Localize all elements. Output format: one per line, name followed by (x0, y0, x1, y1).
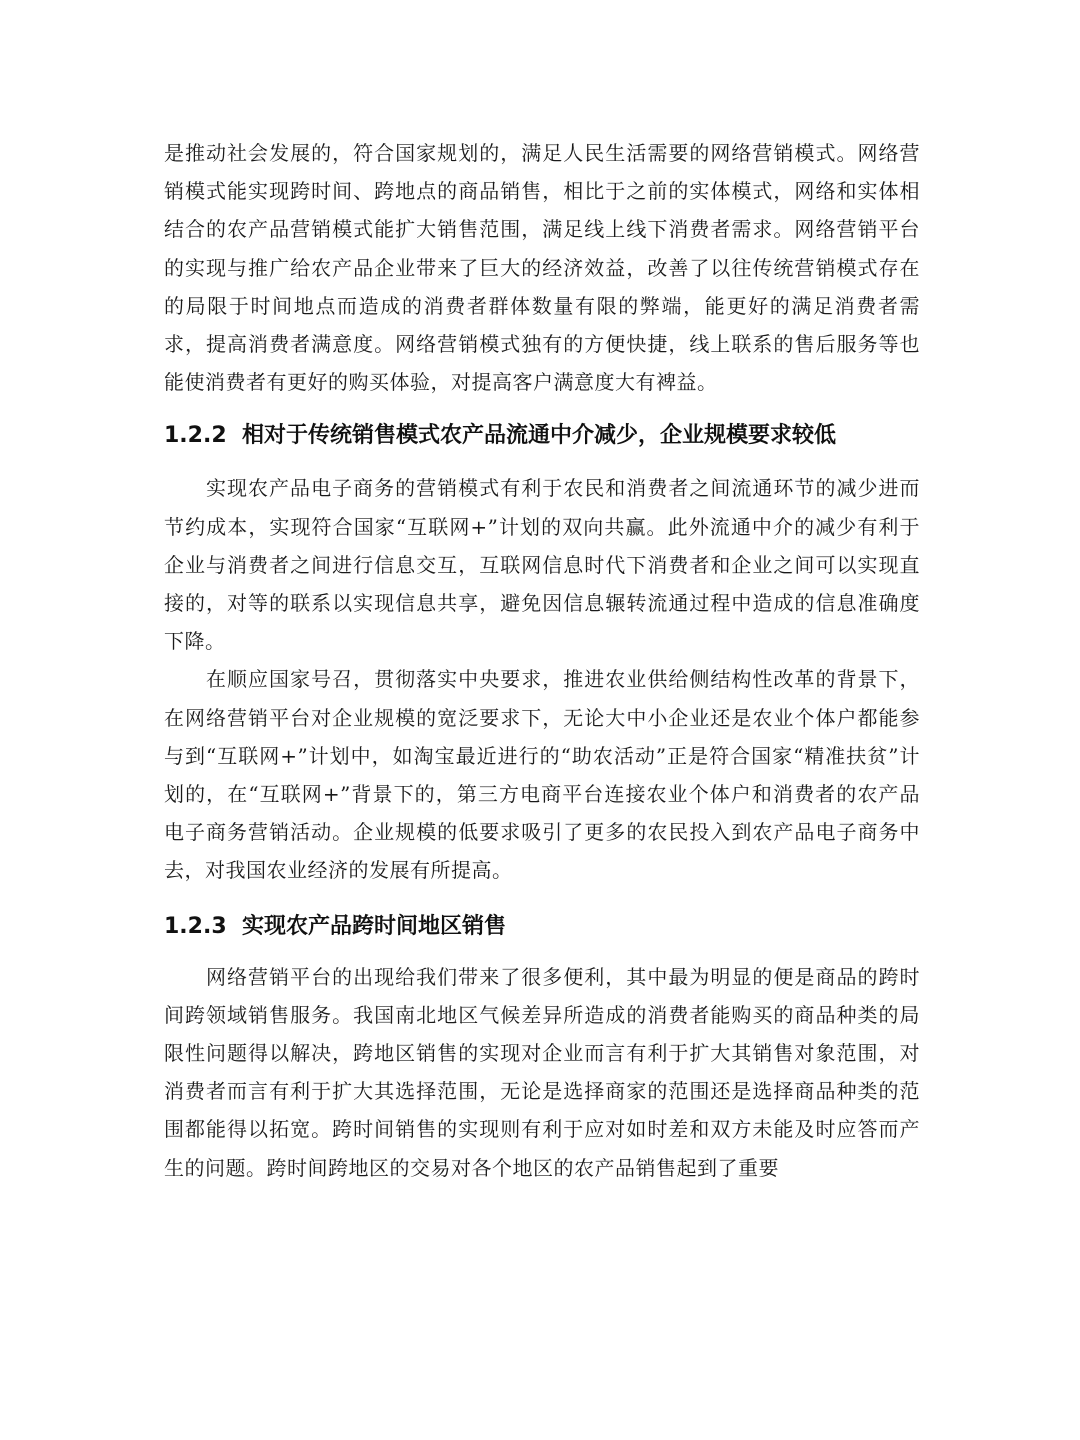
section-heading-1-2-3 (164, 912, 920, 942)
section-number: 1.2.3 (164, 913, 227, 939)
document-body (164, 134, 920, 1187)
section-title: 实现农产品跨时间地区销售 (242, 913, 507, 939)
section-1-2-2-paragraph-1: 实现农产品电子商务的营销模式有利于农民和消费者之间流通环节的减少进而节约成本，实现符合国家“互联网+”计划的双向共赢。此外流通中介的减少有利于企业与消费者之间进行信息交互，互联网信息时代下消费者和企业之间可以实现直接的，对等的联系以实现信息共享，避免因信息辗转流通过程中造成的信息准确度下降。 (164, 476, 920, 654)
intro-paragraph: 是推动社会发展的，符合国家规划的，满足人民生活需要的网络营销模式。网络营销模式能实现跨时间、跨地点的商品销售，相比于之前的实体模式，网络和实体相结合的农产品营销模式能扩大销售范围，满足线上线下消费者需求。网络营销平台的实现与推广给农产品企业带来了巨大的经济效益，改善了以往传统营销模式存在的局限于时间地点而造成的消费者群体数量有限的弊端，能更好的满足消费者需求，提高消费者满意度。网络营销模式独有的方便快捷，线上联系的售后服务等也能使消费者有更好的购买体验，对提高客户满意度大有裨益。 (164, 141, 920, 395)
section-1-2-3-paragraph-1: 网络营销平台的出现给我们带来了很多便利，其中最为明显的便是商品的跨时间跨领域销售服务。我国南北地区气候差异所造成的消费者能购买的商品种类的局限性问题得以解决，跨地区销售的实现对企业而言有利于扩大其销售对象范围，对消费者而言有利于扩大其选择范围，无论是选择商家的范围还是选择商品种类的范围都能得以拓宽。跨时间销售的实现则有利于应对如时差和双方未能及时应答而产生的问题。跨时间跨地区的交易对各个地区的农产品销售起到了重要 (164, 964, 920, 1180)
section-heading-1-2-2 (164, 421, 920, 451)
section-number: 1.2.2 (164, 423, 227, 449)
section-1-2-2-paragraph-2: 在顺应国家号召，贯彻落实中央要求，推进农业供给侧结构性改革的背景下，在网络营销平台对企业规模的宽泛要求下，无论大中小企业还是农业个体户都能参与到“互联网+”计划中，如淘宝最近进行的“助农活动”正是符合国家“精准扶贫”计划的，在“互联网+”背景下的，第三方电商平台连接农业个体户和消费者的农产品电子商务营销活动。企业规模的低要求吸引了更多的农民投入到农产品电子商务中去，对我国农业经济的发展有所提高。 (164, 667, 920, 883)
section-title: 相对于传统销售模式农产品流通中介减少，企业规模要求较低 (242, 423, 837, 449)
